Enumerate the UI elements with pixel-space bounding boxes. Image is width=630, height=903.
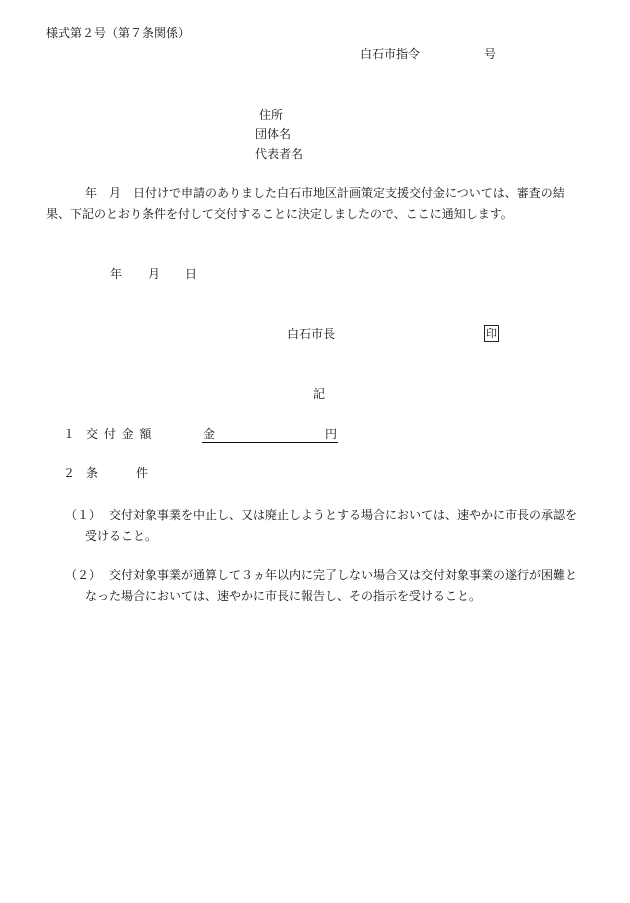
section2-label-a: 条 bbox=[86, 466, 99, 480]
section2-label-b: 件 bbox=[136, 466, 149, 480]
section2-number: ２ bbox=[63, 466, 76, 480]
form-label: 様式第２号（第７条関係） bbox=[46, 26, 191, 40]
date-day: 日 bbox=[185, 267, 198, 281]
condition2-line2: なった場合においては、速やかに市長に報告し、その指示を受けること。 bbox=[85, 589, 482, 603]
amount-underline bbox=[202, 426, 338, 443]
condition1-line1: 交付対象事業を中止し、又は廃止しようとする場合においては、速やかに市長の承認を bbox=[109, 508, 578, 522]
recipient-rep-label: 代表者名 bbox=[255, 147, 304, 161]
condition1-number: （１） bbox=[65, 508, 102, 522]
doc-number-suffix: 号 bbox=[484, 47, 497, 61]
date-month: 月 bbox=[148, 267, 161, 281]
seal-mark: 印 bbox=[486, 327, 497, 340]
section1-label: 交 付 金 額 bbox=[86, 427, 153, 441]
ki-heading: 記 bbox=[313, 387, 326, 401]
amount-prefix: 金 bbox=[203, 427, 216, 441]
condition1-line2: 受けること。 bbox=[85, 529, 158, 543]
date-year: 年 bbox=[110, 267, 123, 281]
condition2-number: （２） bbox=[65, 568, 102, 582]
section1-number: １ bbox=[63, 427, 76, 441]
body-text-line1: 年 月 日付けで申請のありました白石市地区計画策定支援交付金については、審査の結 bbox=[85, 186, 565, 200]
doc-number-prefix: 白石市指令 bbox=[360, 47, 421, 61]
condition2-line1: 交付対象事業が通算して３ヵ年以内に完了しない場合又は交付対象事業の遂行が困難と bbox=[109, 568, 578, 582]
amount-suffix: 円 bbox=[325, 427, 338, 441]
recipient-address-label: 住所 bbox=[259, 108, 284, 122]
body-text-line2: 果、下記のとおり条件を付して交付することに決定しましたので、ここに通知します。 bbox=[46, 207, 513, 221]
recipient-org-label: 団体名 bbox=[255, 127, 292, 141]
issuer-title: 白石市長 bbox=[287, 327, 336, 341]
